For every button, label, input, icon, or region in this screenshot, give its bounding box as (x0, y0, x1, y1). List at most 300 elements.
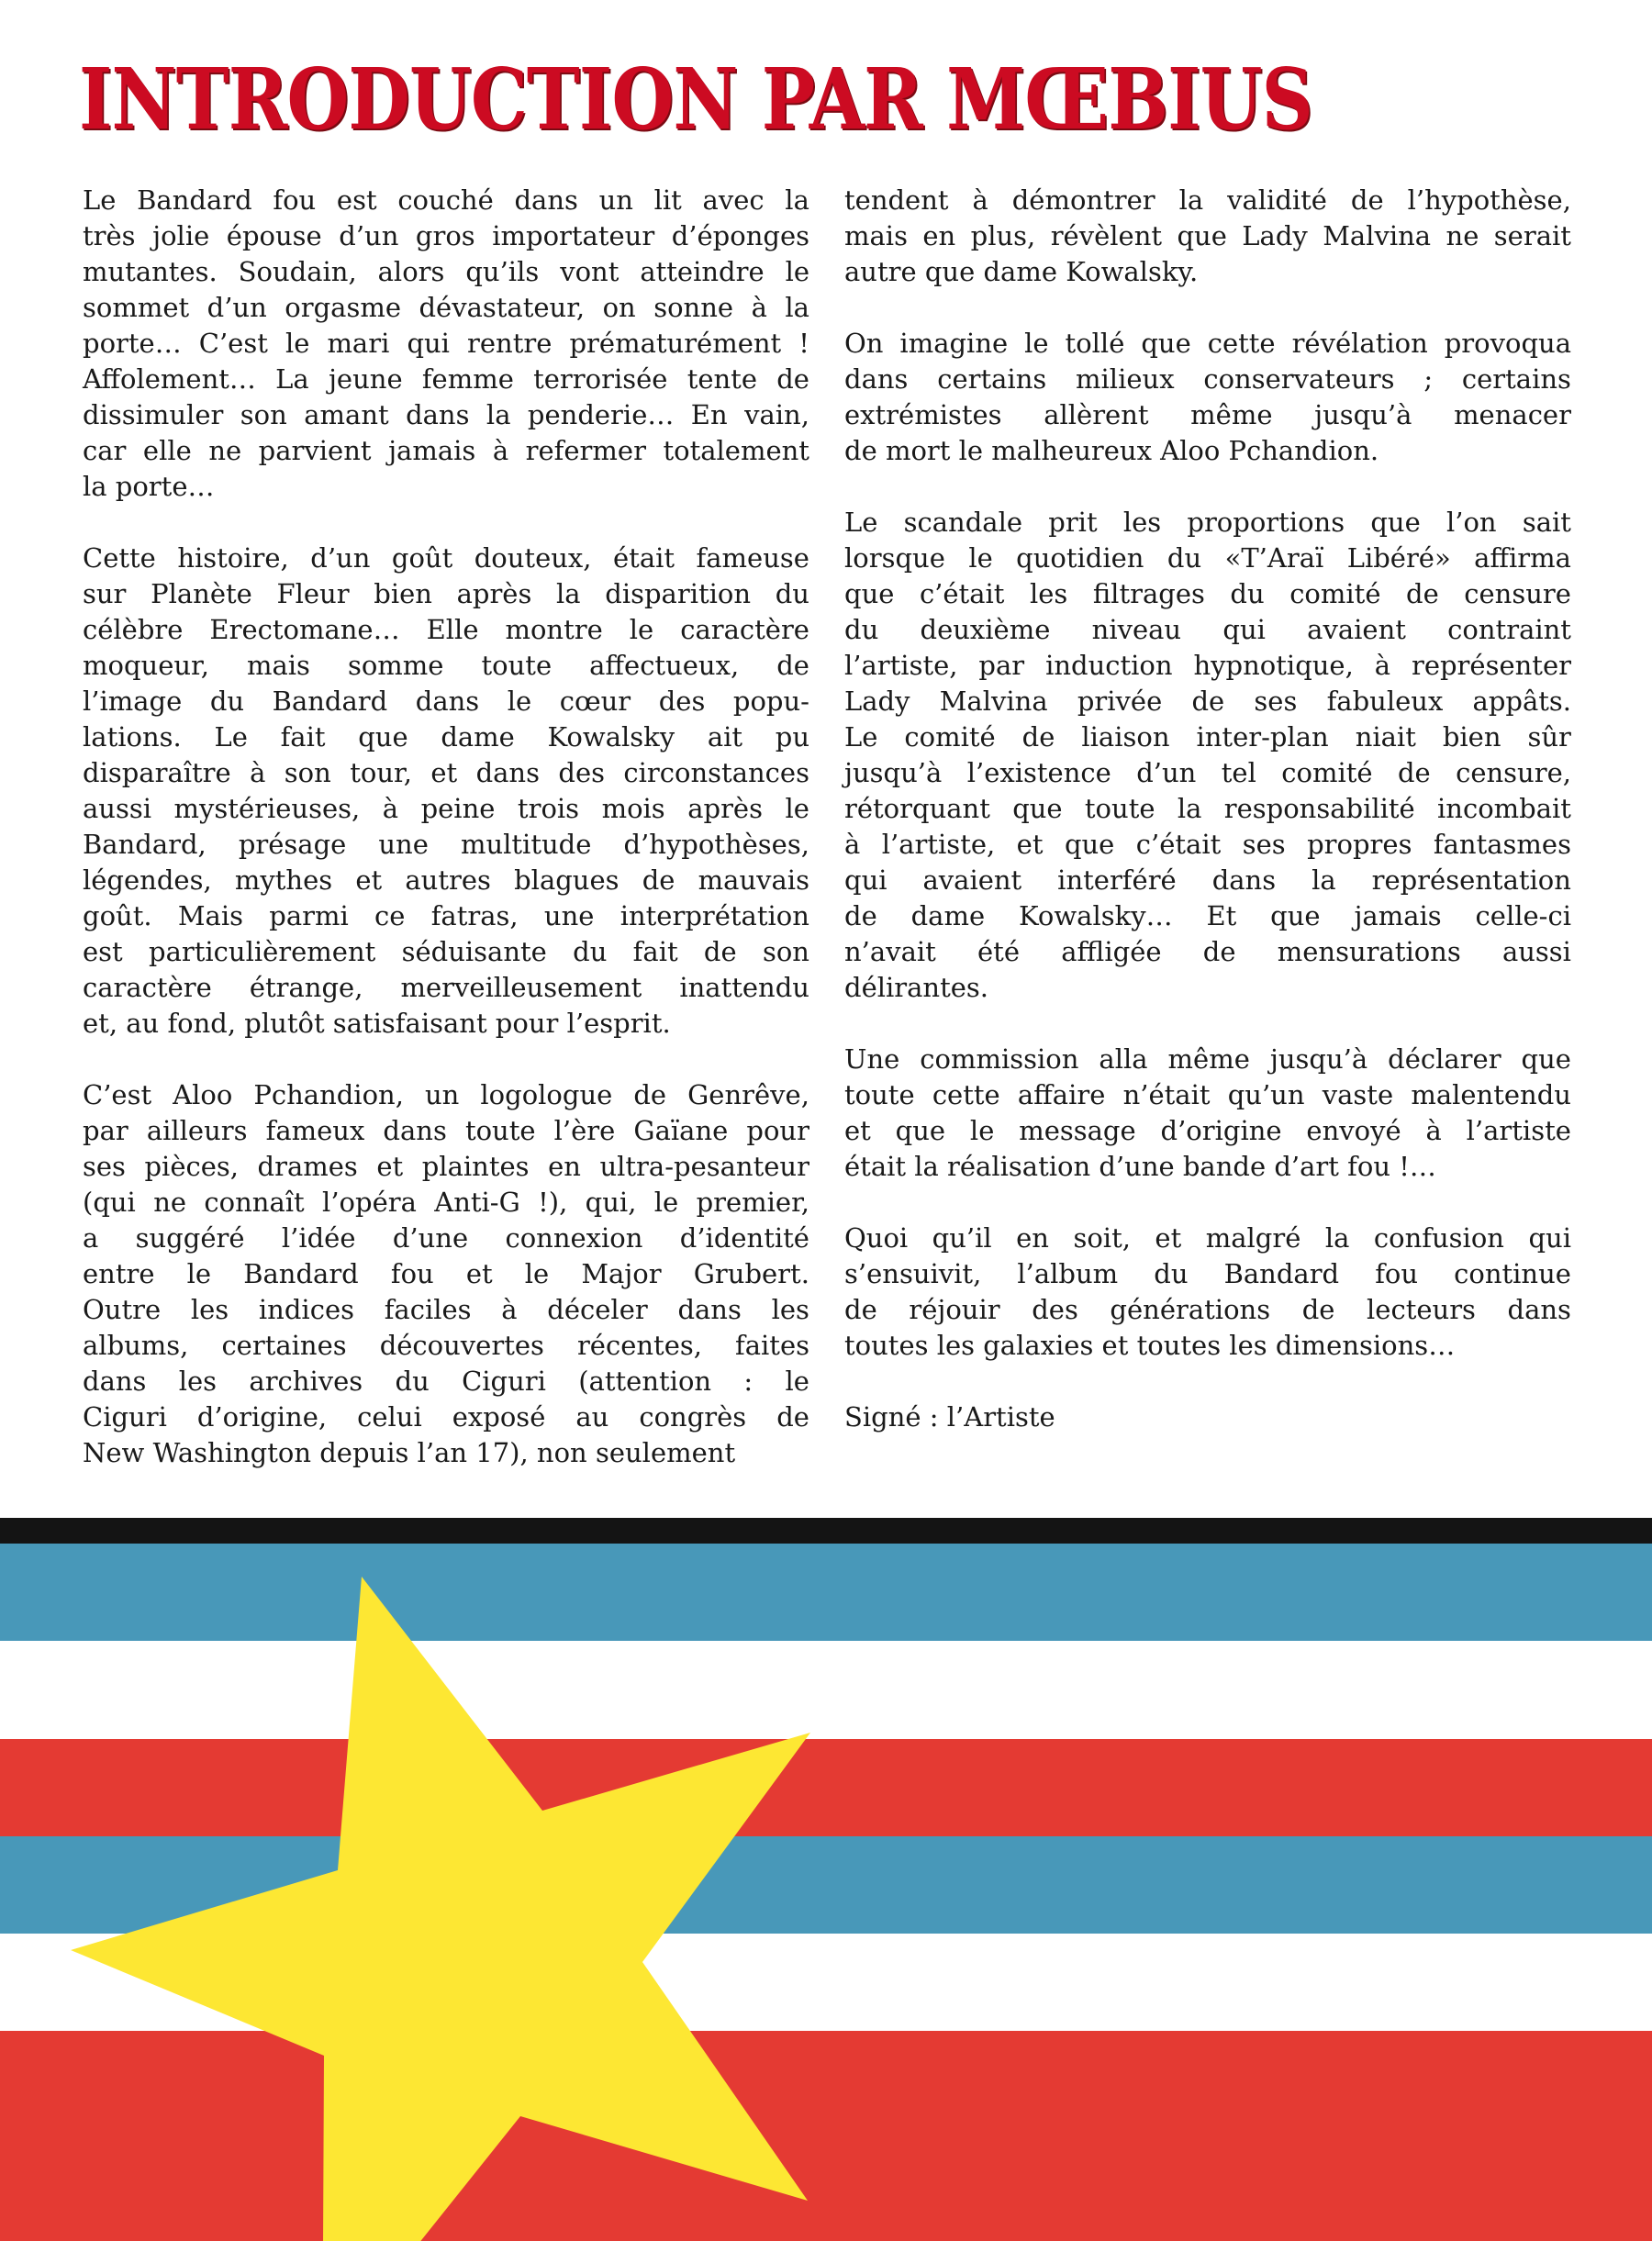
word: l’image (83, 686, 183, 717)
text-line (83, 1292, 809, 1328)
word: les (190, 1294, 229, 1325)
word: pour (746, 1115, 809, 1146)
word: toute (844, 1079, 915, 1110)
text-line (83, 1364, 809, 1399)
word: et (355, 864, 383, 896)
word: mensurations (1277, 936, 1461, 967)
word: lations. (83, 721, 182, 753)
word: provoqua (1444, 328, 1571, 359)
word: jusqu’à (1269, 1043, 1368, 1075)
word: le (1024, 328, 1049, 359)
paragraph (844, 1042, 1571, 1185)
word: par (978, 650, 1025, 681)
text-line (83, 684, 809, 719)
stripe-white (0, 1641, 1652, 1739)
word: ait (707, 721, 743, 753)
word: en (922, 220, 956, 251)
text-line (844, 898, 1571, 934)
word: allèrent (1044, 399, 1149, 430)
word: fatras, (430, 900, 519, 931)
word: les (771, 1294, 809, 1325)
text-line (844, 863, 1571, 898)
word: continue (1454, 1258, 1571, 1289)
word: ne (1446, 220, 1479, 251)
word: du (209, 686, 245, 717)
word: ; (1423, 363, 1434, 395)
word: autres (405, 864, 491, 896)
word: jeune (328, 363, 403, 395)
word: tel (1221, 757, 1256, 788)
word: lit (653, 184, 682, 216)
word: le (969, 1115, 995, 1146)
word: toute (481, 650, 553, 681)
paragraph (844, 326, 1571, 469)
word: ses (83, 1151, 126, 1182)
text-line (844, 505, 1571, 541)
word: fabuleux (1326, 686, 1444, 717)
word: goût. (83, 900, 152, 931)
text-line (83, 433, 809, 469)
word: avec (702, 184, 765, 216)
word: la (1312, 864, 1336, 896)
word: douteux, (474, 542, 592, 574)
word: fou (1375, 1258, 1419, 1289)
word: plaintes (421, 1151, 530, 1182)
word: (qui (83, 1187, 136, 1218)
word: Libéré» (1346, 542, 1451, 574)
word: s’ensuivit, (844, 1258, 982, 1289)
word: message (1019, 1115, 1136, 1146)
word: l’artiste (1466, 1115, 1571, 1146)
word: générations (1110, 1294, 1271, 1325)
word: le (285, 328, 310, 359)
word: à (382, 793, 399, 824)
word: au (575, 1401, 609, 1433)
word: et (376, 1151, 404, 1182)
word: dans (514, 184, 578, 216)
word: le (507, 686, 532, 717)
word: la (785, 292, 809, 323)
text-line (844, 1077, 1571, 1113)
text-line (844, 934, 1571, 970)
word: dans (415, 686, 480, 717)
word: Bandard, (83, 829, 206, 860)
word: aussi (1501, 936, 1571, 967)
word: l’on (1446, 507, 1497, 538)
word: moqueur, (83, 650, 209, 681)
word: l’ère (553, 1115, 616, 1146)
word: exposé (452, 1401, 546, 1433)
word: mois (601, 793, 665, 824)
word: Le (844, 507, 878, 538)
word: le (785, 1366, 809, 1397)
word: de (844, 900, 877, 931)
word: ses (1242, 829, 1286, 860)
word: histoire, (177, 542, 289, 574)
word: interprétation (620, 900, 809, 931)
word: l’artiste, (844, 650, 958, 681)
word: Ciguri (83, 1401, 167, 1433)
word: dame (910, 900, 986, 931)
word: particulièrement (149, 936, 376, 967)
word: Erectomane… (209, 614, 400, 645)
word: Kowalsky (547, 721, 675, 753)
word: fait (632, 936, 678, 967)
text-line (844, 719, 1571, 755)
paragraph (844, 1221, 1571, 1364)
text-line (83, 1185, 809, 1221)
word: imagine (899, 328, 1009, 359)
word: de (703, 936, 737, 967)
word: affectueux, (589, 650, 740, 681)
text-line (844, 1292, 1571, 1328)
word: disparaître (83, 757, 231, 788)
text-line (83, 183, 809, 218)
word: propres (1307, 829, 1412, 860)
word: l’opéra (322, 1187, 417, 1218)
text-line (83, 934, 809, 970)
word: l’artiste, (881, 829, 996, 860)
word: cœur (559, 686, 631, 717)
word: qui (1528, 1222, 1571, 1254)
word: blagues (514, 864, 620, 896)
word: niveau (1091, 614, 1182, 645)
word: vaste (1322, 1079, 1394, 1110)
word: de (1191, 686, 1225, 717)
word: était (613, 542, 675, 574)
word: alors (377, 256, 445, 287)
word: dans (844, 363, 909, 395)
word: à (972, 184, 988, 216)
word: et (1155, 1222, 1182, 1254)
word: certaines (221, 1330, 347, 1361)
word: sonne (653, 292, 734, 323)
word: qui (407, 328, 450, 359)
word: du (1230, 578, 1265, 609)
word: pièces, (144, 1151, 239, 1182)
word: disparition (605, 578, 752, 609)
word: censure (1464, 578, 1571, 609)
word: dans (83, 1366, 147, 1397)
word: car (83, 435, 127, 466)
word: fou (273, 184, 317, 216)
word: le (653, 1187, 679, 1218)
word: quotidien (1016, 542, 1144, 574)
text-line (844, 326, 1571, 362)
word: ultra-pesanteur (599, 1151, 809, 1182)
text-line (83, 970, 809, 1006)
word: dans (383, 1115, 447, 1146)
word: Malvina (939, 686, 1048, 717)
word: qui (1222, 614, 1266, 645)
word: qui (844, 864, 887, 896)
word: Pchandion, (253, 1079, 404, 1110)
word: une (543, 900, 595, 931)
word: cette (932, 1079, 1000, 1110)
word: ne (153, 1187, 187, 1218)
text-line (844, 791, 1571, 827)
word: orgasme (285, 292, 401, 323)
word: Malvina (1323, 220, 1432, 251)
word: ailleurs (146, 1115, 248, 1146)
word: Outre (83, 1294, 162, 1325)
word: tour, (350, 757, 412, 788)
word: liaison (1081, 721, 1170, 753)
text-line (83, 1256, 809, 1292)
text-line (83, 362, 809, 397)
word: jusqu’à (1314, 399, 1412, 430)
word: à (751, 292, 767, 323)
word: dans (1211, 864, 1277, 896)
word: Planète (151, 578, 252, 609)
word: mutantes. (83, 256, 218, 287)
word: censure, (1456, 757, 1571, 788)
word: à (250, 757, 266, 788)
word: entre (83, 1258, 155, 1289)
word: que (1370, 507, 1421, 538)
word: Kowalsky… (1019, 900, 1173, 931)
word: d’hypothèses, (623, 829, 809, 860)
word: faites (735, 1330, 809, 1361)
word: que (895, 1115, 946, 1146)
word: que (1141, 328, 1191, 359)
word: menacer (1454, 399, 1571, 430)
word: !), (538, 1187, 568, 1218)
text-line (83, 719, 809, 755)
word: congrès (639, 1401, 747, 1433)
word: à (1374, 650, 1391, 681)
word: proportions (1187, 507, 1345, 538)
word: une (378, 829, 429, 860)
word: privée (1077, 686, 1163, 717)
word: par (83, 1115, 128, 1146)
word: révélation (1291, 328, 1428, 359)
word: de (776, 363, 809, 395)
word: un (598, 184, 633, 216)
word: amant (304, 399, 389, 430)
word: Soudain, (238, 256, 357, 287)
word: des (558, 757, 605, 788)
word: archives (249, 1366, 363, 1397)
word: porte… (83, 328, 182, 359)
word: rétorquant (844, 793, 990, 824)
word: séduisante (401, 936, 547, 967)
word: lecteurs (1367, 1294, 1476, 1325)
text-line (83, 791, 809, 827)
word: légendes, (83, 864, 212, 896)
word: conservateurs (1203, 363, 1395, 395)
word: les (1029, 578, 1068, 609)
word: sur (83, 578, 127, 609)
word: dévastateur, (419, 292, 586, 323)
word: tollé (1065, 328, 1125, 359)
flag-illustration (0, 1514, 1652, 2241)
text-line (83, 898, 809, 934)
word: comité (1289, 578, 1381, 609)
text-line (83, 1149, 809, 1185)
word: penderie… (527, 399, 675, 430)
word: commission (920, 1043, 1079, 1075)
word: est (83, 936, 123, 967)
word: (attention (578, 1366, 712, 1397)
word: logologue (480, 1079, 613, 1110)
word: même (1167, 1043, 1250, 1075)
word: induction (1045, 650, 1173, 681)
word: Genrêve, (687, 1079, 809, 1110)
text-line (844, 827, 1571, 863)
word: Une (844, 1043, 900, 1075)
word: la (486, 399, 511, 430)
word: la (556, 578, 581, 609)
word: Mais (177, 900, 243, 931)
text-line (844, 362, 1571, 397)
word: affaire (1017, 1079, 1106, 1110)
word: n’avait (844, 936, 936, 967)
word: que (1521, 1043, 1571, 1075)
text-line: toutes les galaxies et toutes les dimensions… (844, 1330, 1456, 1361)
word: fameuse (696, 542, 809, 574)
word: caractère (83, 972, 212, 1003)
word: parvient (258, 435, 372, 466)
text-line (844, 1113, 1571, 1149)
text-line (844, 755, 1571, 791)
word: la (785, 184, 809, 216)
text-line (844, 612, 1571, 648)
word: ! (798, 328, 809, 359)
word: mythes (234, 864, 333, 896)
word: du (1154, 1258, 1189, 1289)
word: que (1064, 829, 1115, 860)
word: connaît (204, 1187, 305, 1218)
word: mais (246, 650, 310, 681)
word: importateur (492, 220, 655, 251)
word: dans (406, 399, 470, 430)
word: mauvais (698, 864, 809, 896)
word: caractère (680, 614, 809, 645)
word: filtrages (1092, 578, 1205, 609)
word: premier, (696, 1187, 809, 1218)
word: d’un (339, 220, 399, 251)
word: de (642, 864, 675, 896)
text-line (83, 648, 809, 684)
word: de (776, 650, 809, 681)
text-line (83, 1399, 809, 1435)
word: «T’Araï (1224, 542, 1324, 574)
word: peine (420, 793, 496, 824)
text-line (844, 1256, 1571, 1292)
word: affirma (1474, 542, 1571, 574)
word: du (844, 614, 879, 645)
word: Lady (844, 686, 910, 717)
word: les (178, 1366, 218, 1397)
word: Bandard (1223, 1258, 1340, 1289)
word: après (456, 578, 532, 609)
text-line (83, 218, 809, 254)
word: Aloo (173, 1079, 233, 1110)
word: et (1016, 829, 1044, 860)
word: été (977, 936, 1020, 967)
word: du (775, 578, 809, 609)
word: d’un (206, 292, 267, 323)
word: d’origine, (196, 1401, 328, 1433)
word: de (1202, 936, 1236, 967)
word: plus, (970, 220, 1036, 251)
word: à (492, 435, 509, 466)
word: avaient (922, 864, 1022, 896)
word: femme (421, 363, 514, 395)
text-line (83, 863, 809, 898)
word: d’un (310, 542, 371, 574)
word: envoyé (1306, 1115, 1401, 1146)
word: suggéré (135, 1222, 245, 1254)
word: en (1016, 1222, 1049, 1254)
text-line (83, 755, 809, 791)
stripe-red (0, 2031, 1652, 2241)
text-line (83, 254, 809, 290)
word: est (336, 184, 377, 216)
word: malentendu (1411, 1079, 1571, 1110)
word: après (687, 793, 763, 824)
word: la (1324, 1222, 1350, 1254)
word: Fleur (276, 578, 350, 609)
word: parmi (269, 900, 349, 931)
word: incombait (1437, 793, 1571, 824)
word: récentes, (576, 1330, 702, 1361)
word: de (1397, 757, 1431, 788)
word: rentre (467, 328, 553, 359)
word: serait (1493, 220, 1571, 251)
word: prématurément (569, 328, 782, 359)
word: qu’il (932, 1222, 992, 1254)
word: multitude (460, 829, 592, 860)
word: le (524, 1258, 550, 1289)
word: Bandard (272, 686, 388, 717)
word: bien (374, 578, 432, 609)
word: somme (347, 650, 444, 681)
word: celle-ci (1475, 900, 1571, 931)
word: niait (1355, 721, 1416, 753)
word: validité (1227, 184, 1327, 216)
word: de (776, 1401, 809, 1433)
word: merveilleusement (400, 972, 642, 1003)
paragraph (83, 541, 809, 1042)
text-line (844, 576, 1571, 612)
word: Quoi (844, 1222, 909, 1254)
word: la (1178, 184, 1204, 216)
word: Anti-G (434, 1187, 520, 1218)
text-line (844, 1221, 1571, 1256)
word: présage (238, 829, 347, 860)
word: à (844, 829, 861, 860)
text-line (844, 541, 1571, 576)
word: jolie (152, 220, 210, 251)
word: des (658, 686, 706, 717)
word: certains (937, 363, 1047, 395)
word: goût (391, 542, 453, 574)
word: : (743, 1366, 753, 1397)
word: des (1032, 1294, 1078, 1325)
word: Et (1206, 900, 1237, 931)
word: Elle (426, 614, 479, 645)
word: Affolement… (83, 363, 256, 395)
word: très (83, 220, 136, 251)
word: toute (1084, 793, 1155, 824)
word: que (844, 578, 895, 609)
word: de (844, 1294, 877, 1325)
word: d’identité (679, 1222, 809, 1254)
word: qui, (585, 1187, 637, 1218)
word: affligée (1061, 936, 1162, 967)
